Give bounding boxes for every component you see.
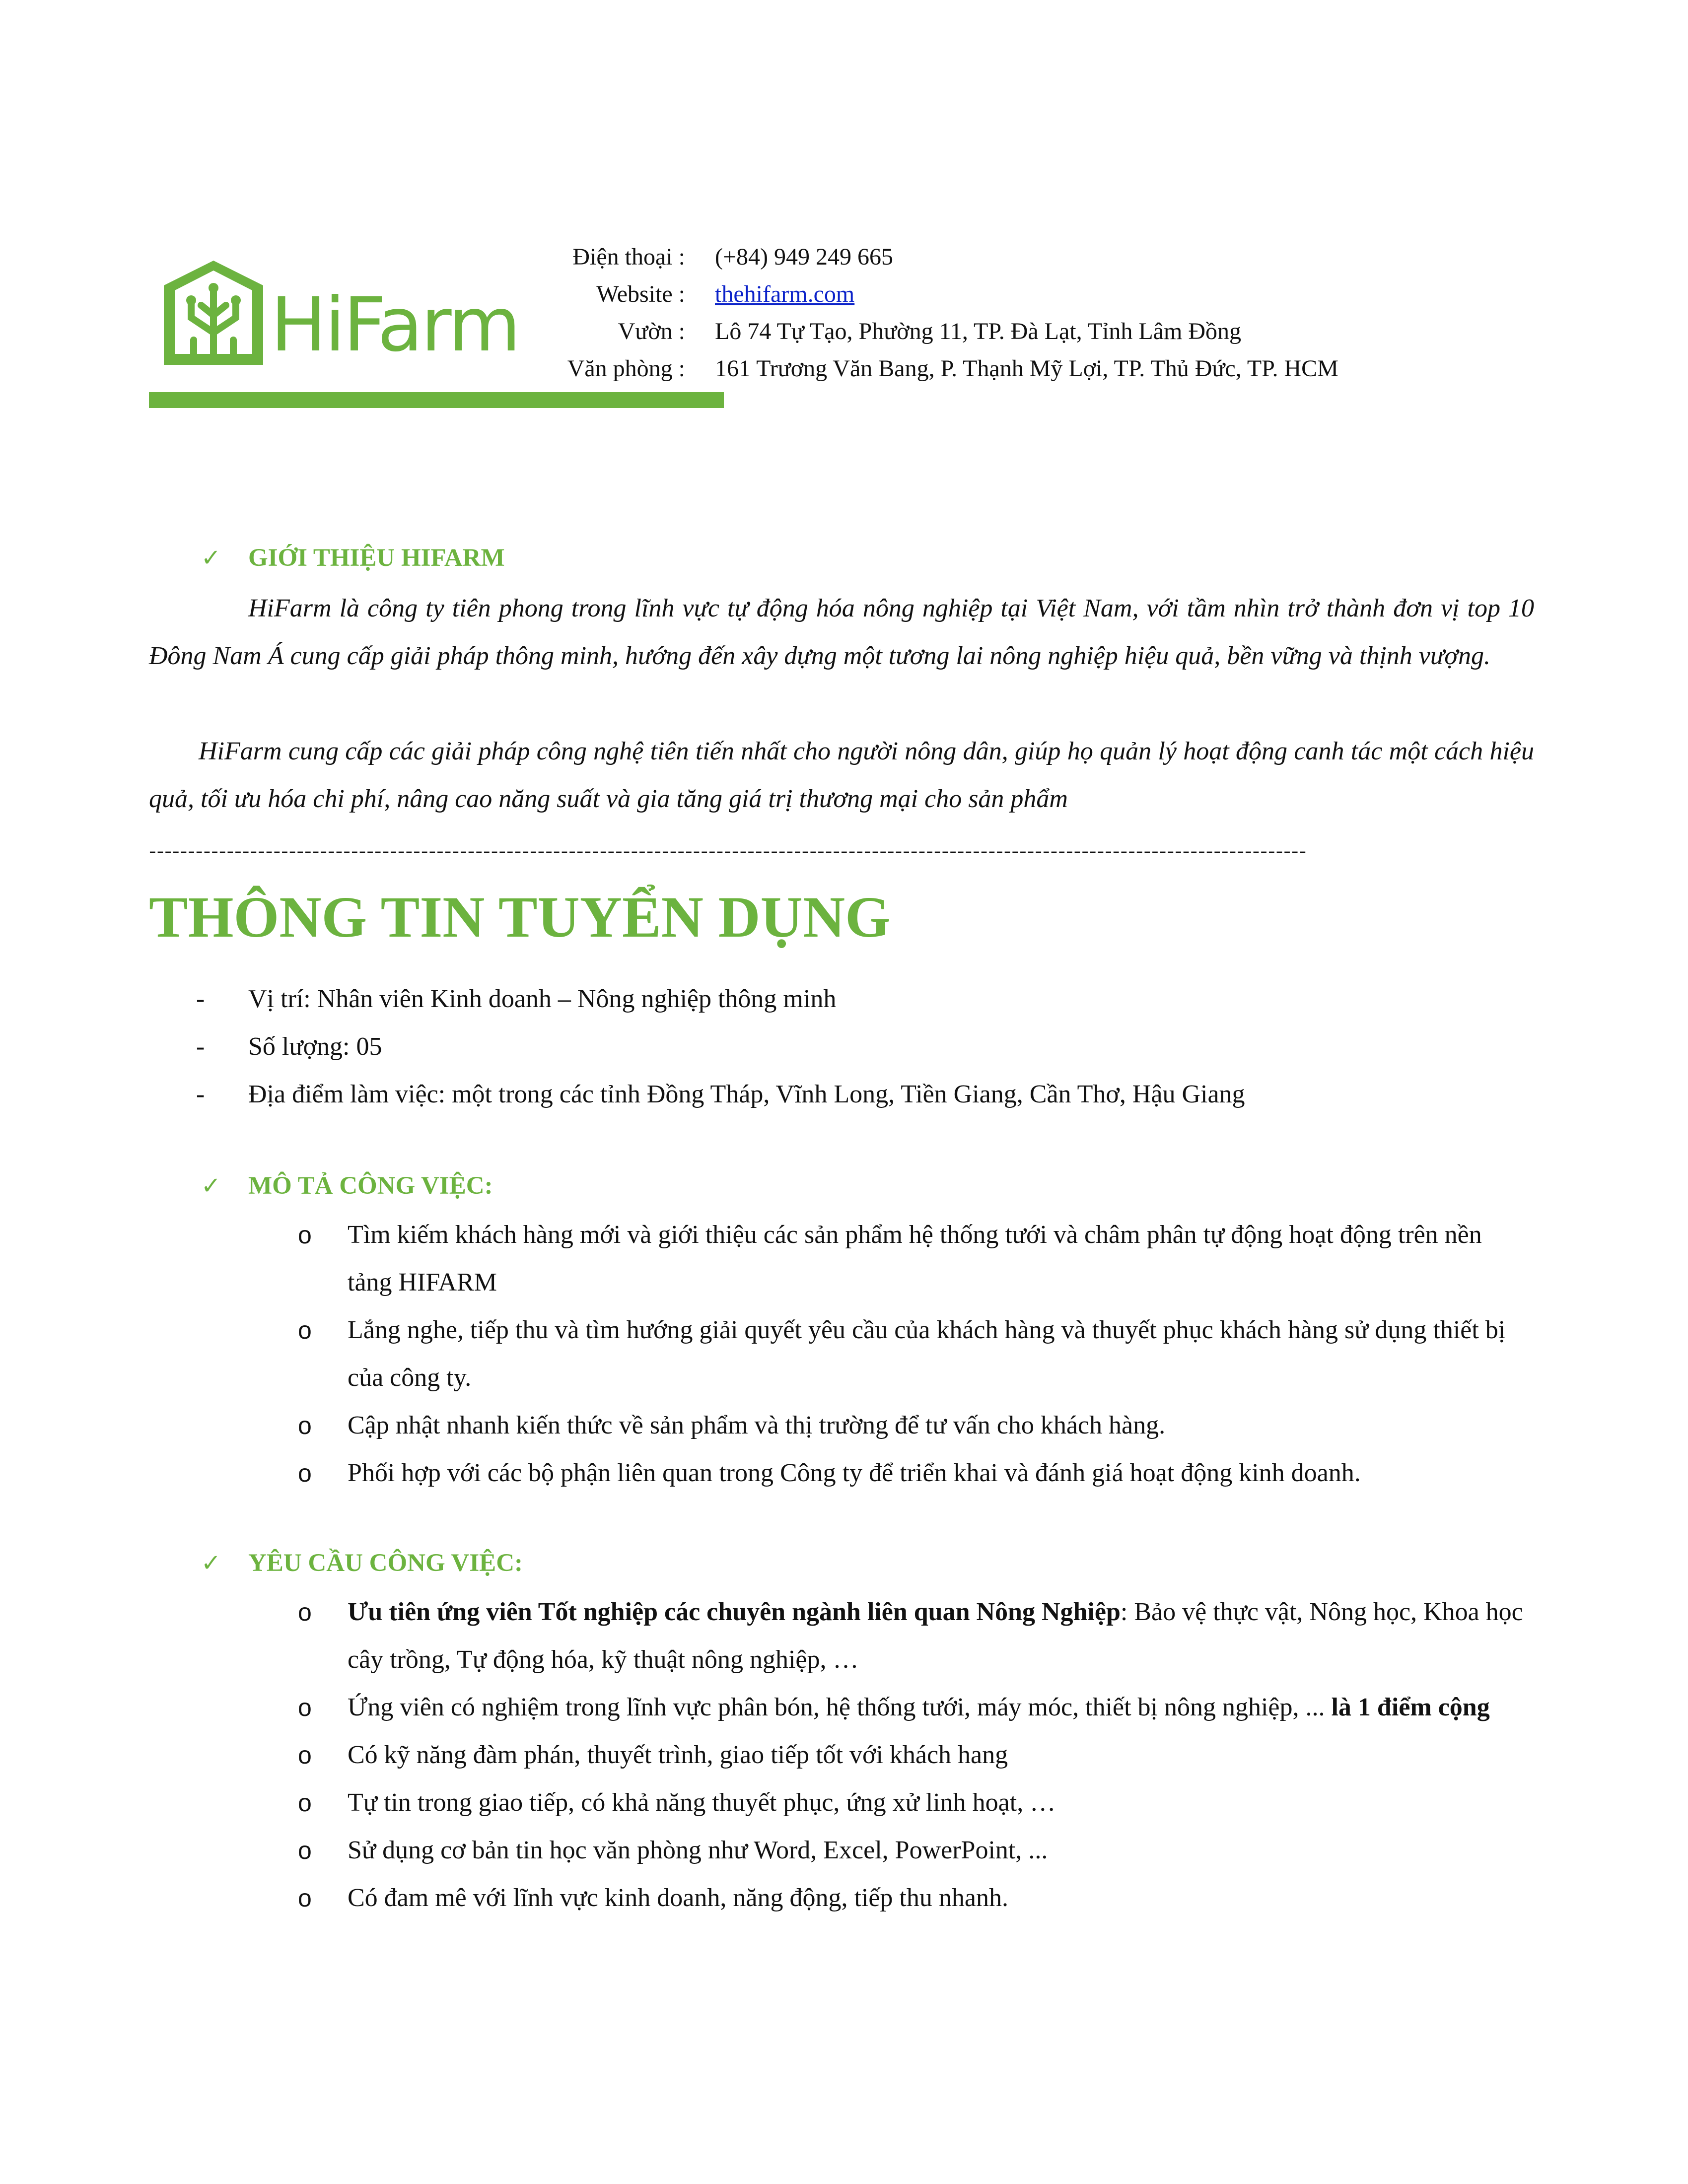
requirement-item: Có đam mê với lĩnh vực kinh doanh, năng động, tiếp thu nhanh. xyxy=(348,1884,1008,1912)
requirement-text: Ứng viên có nghiệm trong lĩnh vực phân bón, hệ thống tưới, máy móc, thiết bị nông nghiệp, ... xyxy=(348,1693,1332,1721)
website-label: Website : xyxy=(596,281,685,307)
recruit-info-list xyxy=(149,975,1534,1118)
contact-garden xyxy=(516,313,1338,350)
job-desc-item: Phối hợp với các bộ phận liên quan trong Công ty để triển khai và đánh giá hoạt động kinh doanh. xyxy=(348,1459,1361,1487)
dash-bullet: - xyxy=(196,985,205,1013)
list-item xyxy=(149,1023,1534,1071)
list-item xyxy=(298,1306,1529,1402)
circle-bullet: o xyxy=(298,1884,312,1912)
dash-bullet: - xyxy=(196,1080,205,1108)
requirement-rest-text: : Bảo vệ thực vật, Nông học, Khoa học cây trồng, Tự động hóa, kỹ thuật nông nghiệp, … xyxy=(348,1598,1523,1674)
intro-heading-row xyxy=(196,544,505,572)
circle-bullet: o xyxy=(298,1694,312,1721)
list-item xyxy=(298,1211,1529,1306)
intro-paragraph-1: HiFarm là công ty tiên phong trong lĩnh vực tự động hóa nông nghiệp tại Việt Nam, với tầm nhìn trở thành đơn vị top 10 Đông Nam Á cung cấp giải pháp thông minh, hướng đến xây dựng một tương lai nông nghiệp hiệu quả, bền vững và thịnh vượng. xyxy=(149,594,1534,670)
list-item xyxy=(298,1731,1529,1779)
requirement-item: Sử dụng cơ bản tin học văn phòng như Word, Excel, PowerPoint, ... xyxy=(348,1836,1048,1864)
list-item xyxy=(298,1874,1529,1922)
requirement-item xyxy=(348,1588,1529,1684)
checkmark-icon: ✓ xyxy=(201,1549,221,1577)
list-item xyxy=(298,1402,1529,1449)
circle-bullet: o xyxy=(298,1837,312,1864)
phone-value: (+84) 949 249 665 xyxy=(715,244,894,270)
circle-bullet: o xyxy=(298,1459,312,1487)
job-desc-heading-row xyxy=(196,1171,493,1200)
intro-paragraph-2: HiFarm cung cấp các giải pháp công nghệ tiên tiến nhất cho người nông dân, giúp họ quản lý hoạt động canh tác một cách hiệu quả, tối ưu hóa chi phí, nâng cao năng suất và gia tăng giá trị thương mại cho sản phẩm xyxy=(149,737,1534,813)
requirements-heading-row xyxy=(196,1549,523,1577)
website-link[interactable]: thehifarm.com xyxy=(715,281,855,307)
checkmark-icon: ✓ xyxy=(201,1172,221,1200)
logo-wordmark: HiFarm xyxy=(271,282,519,368)
contact-info xyxy=(516,238,1338,387)
quantity-text: Số lượng: 05 xyxy=(248,1032,382,1061)
phone-label: Điện thoại : xyxy=(572,244,685,270)
job-desc-item: Lắng nghe, tiếp thu và tìm hướng giải quyết yêu cầu của khách hàng và thuyết phục khách hàng sử dụng thiết bị của công ty. xyxy=(348,1316,1506,1392)
list-item xyxy=(298,1588,1529,1684)
office-label: Văn phòng : xyxy=(567,355,685,382)
job-desc-item: Tìm kiếm khách hàng mới và giới thiệu các sản phẩm hệ thống tưới và châm phân tự động hoạt động trên nền tảng HIFARM xyxy=(348,1221,1482,1297)
garden-address: Lô 74 Tự Tạo, Phường 11, TP. Đà Lạt, Tỉnh Lâm Đồng xyxy=(715,318,1242,344)
circle-bullet: o xyxy=(298,1316,312,1344)
contact-office xyxy=(516,350,1338,387)
requirements-heading: YÊU CẦU CÔNG VIỆC: xyxy=(248,1549,523,1577)
office-address: 161 Trương Văn Bang, P. Thạnh Mỹ Lợi, TP. Thủ Đức, TP. HCM xyxy=(715,355,1338,382)
job-desc-item: Cập nhật nhanh kiến thức về sản phẩm và thị trường để tư vấn cho khách hàng. xyxy=(348,1411,1166,1439)
job-desc-list xyxy=(298,1211,1529,1497)
checkmark-icon: ✓ xyxy=(201,544,221,572)
requirement-item: Có kỹ năng đàm phán, thuyết trình, giao tiếp tốt với khách hang xyxy=(348,1741,1008,1769)
circle-bullet: o xyxy=(298,1412,312,1439)
intro-heading: GIỚI THIỆU HIFARM xyxy=(248,544,505,572)
circle-bullet: o xyxy=(298,1741,312,1769)
dash-bullet: - xyxy=(196,1032,205,1061)
requirement-bold-text: là 1 điểm cộng xyxy=(1331,1693,1490,1721)
contact-website xyxy=(516,275,1338,313)
logo-underline-bar xyxy=(149,392,724,408)
location-text: Địa điểm làm việc: một trong các tỉnh Đồng Tháp, Vĩnh Long, Tiền Giang, Cần Thơ, Hậu Giang xyxy=(248,1080,1245,1108)
list-item xyxy=(298,1449,1529,1497)
requirement-item xyxy=(348,1684,1529,1731)
list-item xyxy=(298,1779,1529,1827)
separator-line: ----------------------------------------------------------------------------------------------------------------------------------------------------- xyxy=(149,839,1307,863)
contact-phone xyxy=(516,238,1338,275)
hifarm-logo xyxy=(164,261,521,370)
position-text: Vị trí: Nhân viên Kinh doanh – Nông nghiệp thông minh xyxy=(248,985,837,1013)
requirement-item: Tự tin trong giao tiếp, có khả năng thuyết phục, ứng xử linh hoạt, … xyxy=(348,1788,1056,1817)
requirement-bold-text: Ưu tiên ứng viên Tốt nghiệp các chuyên ngành liên quan Nông Nghiệp xyxy=(348,1598,1121,1626)
list-item xyxy=(298,1684,1529,1731)
list-item xyxy=(298,1827,1529,1874)
requirements-list xyxy=(298,1588,1529,1922)
garden-label: Vườn : xyxy=(618,318,685,344)
circle-bullet: o xyxy=(298,1221,312,1249)
circle-bullet: o xyxy=(298,1598,312,1626)
circle-bullet: o xyxy=(298,1789,312,1817)
page-title: THÔNG TIN TUYỂN DỤNG xyxy=(149,885,891,950)
job-desc-heading: MÔ TẢ CÔNG VIỆC: xyxy=(248,1172,493,1200)
list-item xyxy=(149,975,1534,1023)
list-item xyxy=(149,1071,1534,1118)
